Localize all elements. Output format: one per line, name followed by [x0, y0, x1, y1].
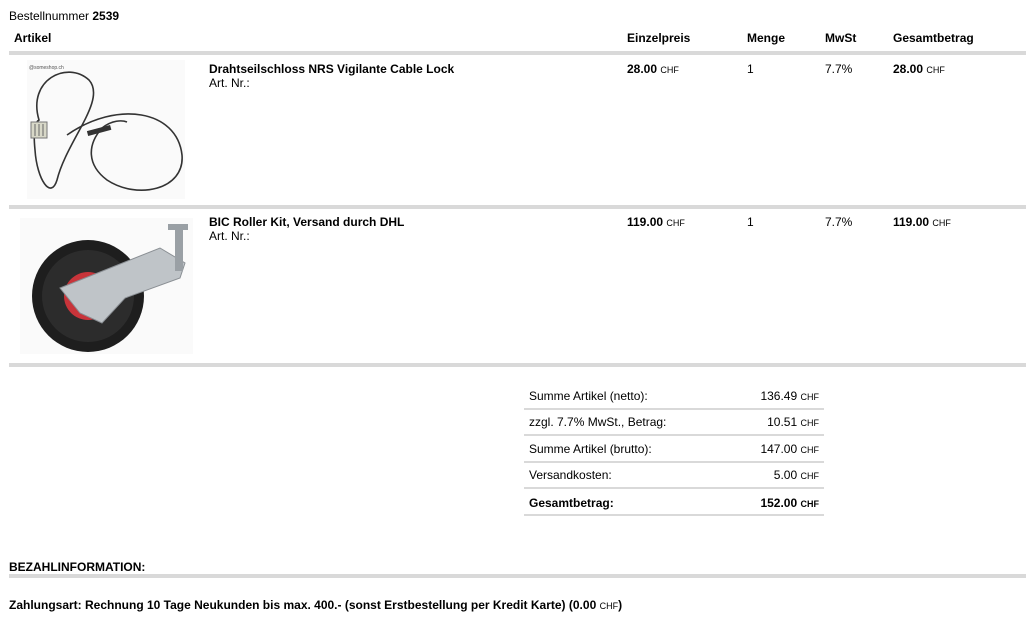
payment-divider	[9, 574, 1026, 578]
item-1-art-nr: Art. Nr.:	[209, 76, 250, 90]
item-2-name: BIC Roller Kit, Versand durch DHL	[209, 215, 405, 229]
item-1-unit-price	[627, 62, 679, 76]
roller-kit-image	[20, 218, 193, 354]
item-1-unit-price-currency: CHF	[660, 65, 679, 75]
payment-close: )	[618, 598, 623, 612]
item-2-vat: 7.7%	[825, 215, 853, 229]
summary-divider	[524, 408, 824, 410]
item-1-name: Drahtseilschloss NRS Vigilante Cable Lock	[209, 62, 455, 76]
summary-gross-value	[760, 442, 819, 456]
summary-total-amount: 152.00	[760, 496, 798, 510]
payment-method-text: Zahlungsart: Rechnung 10 Tage Neukunden bis max. 400.- (sonst Erstbestellung per Kredit Karte) (0.00	[9, 598, 597, 612]
summary-shipping-value	[774, 468, 819, 482]
header-unit-price: Einzelpreis	[627, 31, 691, 45]
summary-shipping-label: Versandkosten:	[529, 468, 612, 482]
item-2-unit-price	[627, 215, 685, 229]
payment-heading: BEZAHLINFORMATION:	[9, 560, 146, 574]
summary-net-value	[760, 389, 819, 403]
item-2-total-currency: CHF	[932, 218, 951, 228]
payment-method	[9, 598, 622, 612]
summary-gross-amount: 147.00	[760, 442, 798, 456]
cable-lock-icon	[27, 60, 185, 199]
item-1-total	[893, 62, 945, 76]
roller-kit-icon	[20, 218, 193, 354]
summary-vat-value	[767, 415, 819, 429]
summary-divider	[524, 487, 824, 489]
svg-text:@someshop.ch: @someshop.ch	[29, 65, 64, 71]
item-2-divider	[9, 363, 1026, 367]
item-1-total-value: 28.00	[893, 62, 924, 76]
summary-shipping-amount: 5.00	[773, 468, 798, 482]
item-2-unit-price-value: 119.00	[627, 215, 664, 229]
item-1-quantity: 1	[747, 62, 754, 76]
item-1-info	[209, 62, 454, 90]
header-total: Gesamtbetrag	[893, 31, 974, 45]
header-vat: MwSt	[825, 31, 857, 45]
header-quantity: Menge	[747, 31, 786, 45]
item-2-info	[209, 215, 404, 243]
summary-gross-label: Summe Artikel (brutto):	[529, 442, 652, 456]
summary-net-label: Summe Artikel (netto):	[529, 389, 648, 403]
summary-gross-currency: CHF	[800, 445, 819, 455]
summary-total-value	[760, 496, 819, 510]
summary-vat-amount: 10.51	[767, 415, 798, 429]
summary-divider	[524, 461, 824, 463]
summary-net-amount: 136.49	[760, 389, 798, 403]
header-divider	[9, 51, 1026, 55]
cable-lock-image	[27, 60, 185, 199]
order-number-value: 2539	[92, 9, 120, 23]
item-2-total-value: 119.00	[893, 215, 930, 229]
item-1-total-currency: CHF	[926, 65, 945, 75]
item-1-unit-price-value: 28.00	[627, 62, 658, 76]
summary-vat-currency: CHF	[800, 418, 819, 428]
order-number-label: Bestellnummer	[9, 9, 90, 23]
header-article: Artikel	[14, 31, 52, 45]
summary-divider	[524, 434, 824, 436]
summary-total-label: Gesamtbetrag:	[529, 496, 614, 510]
order-number	[9, 9, 119, 23]
item-2-total	[893, 215, 951, 229]
summary-vat-label: zzgl. 7.7% MwSt., Betrag:	[529, 415, 667, 429]
item-1-divider	[9, 205, 1026, 209]
summary-divider	[524, 514, 824, 516]
summary-shipping-currency: CHF	[800, 471, 819, 481]
item-2-art-nr: Art. Nr.:	[209, 229, 250, 243]
item-2-unit-price-currency: CHF	[666, 218, 685, 228]
summary-total-currency: CHF	[800, 499, 819, 509]
item-2-quantity: 1	[747, 215, 754, 229]
item-1-vat: 7.7%	[825, 62, 853, 76]
payment-currency: CHF	[599, 601, 619, 611]
summary-net-currency: CHF	[800, 392, 819, 402]
